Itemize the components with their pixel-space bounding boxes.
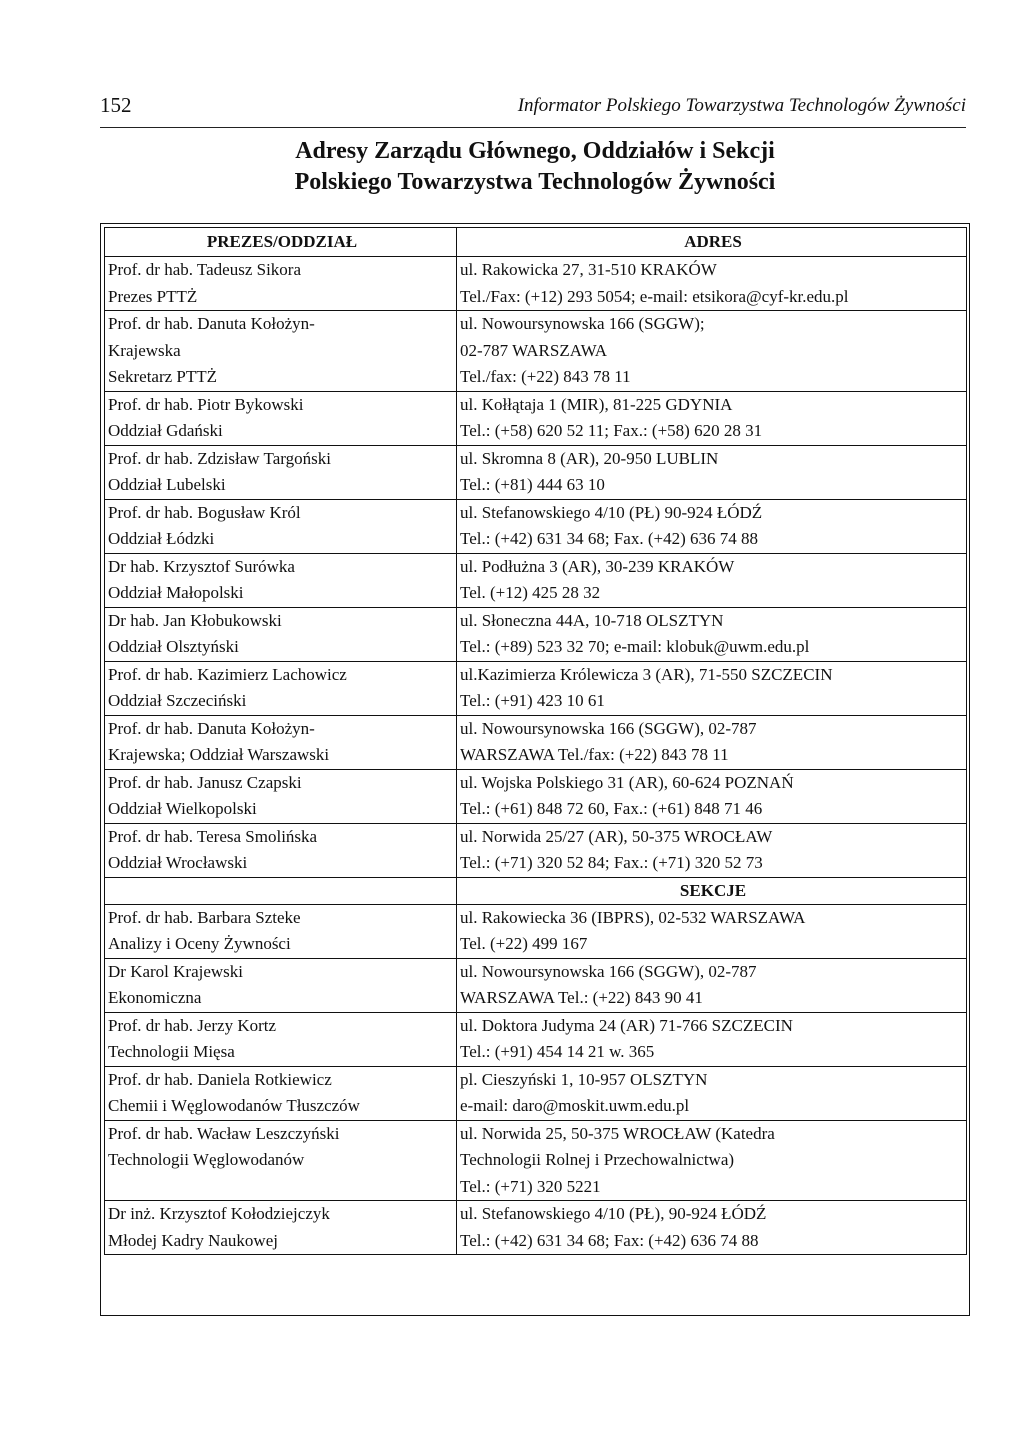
person-line: Krajewska (108, 340, 181, 360)
person-line: Ekonomiczna (108, 988, 202, 1007)
table-header-row (105, 228, 967, 257)
person-line: Prof. dr hab. Jerzy Kortz (108, 1015, 277, 1035)
address-line: ul.Kazimierza Królewicza 3 (AR), 71-550 SZCZECIN (460, 664, 833, 684)
person-line: Dr Karol Krajewski (108, 961, 244, 981)
person-line: Chemii i Węglowodanów Tłuszczów (108, 1096, 360, 1115)
address-line: e-mail: daro@moskit.uwm.edu.pl (460, 1096, 690, 1115)
address-line: ul. Skromna 8 (AR), 20-950 LUBLIN (460, 448, 719, 468)
person-line: Prof. dr hab. Piotr Bykowski (108, 394, 304, 414)
branch-rows (105, 257, 967, 878)
person-line: Prof. dr hab. Bogusław Król (108, 502, 301, 522)
sections-header-row (105, 877, 967, 904)
table-row (105, 823, 967, 877)
column-header-address: ADRES (457, 228, 967, 257)
table-row (105, 553, 967, 607)
address-cell (457, 661, 967, 715)
address-cell (457, 823, 967, 877)
address-cell (457, 553, 967, 607)
person-line: Prof. dr hab. Tadeusz Sikora (108, 260, 302, 279)
person-line: Prof. dr hab. Janusz Czapski (108, 772, 302, 792)
person-cell (105, 553, 457, 607)
person-line: Dr hab. Krzysztof Surówka (108, 556, 295, 576)
person-cell (105, 769, 457, 823)
address-cell (457, 1012, 967, 1066)
address-line: ul. Nowoursynowska 166 (SGGW), 02-787 (460, 961, 757, 981)
person-line: Dr inż. Krzysztof Kołodziejczyk (108, 1204, 330, 1223)
person-line: Oddział Olsztyński (108, 637, 239, 656)
address-cell (457, 1120, 967, 1201)
table-row (105, 445, 967, 499)
address-line: ul. Doktora Judyma 24 (AR) 71-766 SZCZECIN (460, 1015, 793, 1035)
person-line: Prezes PTTŻ (108, 286, 198, 306)
address-line: ul. Rakowicka 27, 31-510 KRAKÓW (460, 260, 717, 279)
running-head: Informator Polskiego Towarzystwa Technologów Żywności (517, 95, 966, 116)
address-cell (457, 1066, 967, 1120)
person-line: Technologii Mięsa (108, 1042, 235, 1061)
address-line: WARSZAWA Tel.: (+22) 843 90 41 (460, 988, 703, 1007)
column-header-president: PREZES/ODDZIAŁ (105, 228, 457, 257)
person-line: Młodej Kadry Naukowej (108, 1230, 278, 1250)
person-cell (105, 715, 457, 769)
person-line: Sekretarz PTTŻ (108, 367, 218, 386)
sections-header-blank (105, 877, 457, 904)
person-line: Prof. dr hab. Daniela Rotkiewicz (108, 1069, 332, 1089)
person-line: Prof. dr hab. Danuta Kołożyn- (108, 314, 315, 333)
person-line: Prof. dr hab. Kazimierz Lachowicz (108, 664, 347, 684)
table-row (105, 1201, 967, 1255)
address-cell (457, 311, 967, 392)
address-line: ul. Stefanowskiego 4/10 (PŁ), 90-924 ŁÓDŹ (460, 1204, 767, 1223)
person-line: Prof. dr hab. Barbara Szteke (108, 907, 301, 927)
person-cell (105, 823, 457, 877)
address-cell (457, 499, 967, 553)
address-line: Technologii Rolnej i Przechowalnictwa) (460, 1150, 735, 1169)
table-row (105, 1066, 967, 1120)
person-cell (105, 1012, 457, 1066)
address-line: ul. Słoneczna 44A, 10-718 OLSZTYN (460, 610, 724, 630)
address-cell (457, 769, 967, 823)
person-line: Oddział Gdański (108, 421, 223, 440)
table-row (105, 311, 967, 392)
address-line: WARSZAWA Tel./fax: (+22) 843 78 11 (460, 745, 729, 764)
person-line: Technologii Węglowodanów (108, 1150, 305, 1169)
table-row (105, 607, 967, 661)
person-line: Dr hab. Jan Kłobukowski (108, 610, 282, 630)
person-cell (105, 311, 457, 392)
address-line: Tel.: (+42) 631 34 68; Fax: (+42) 636 74 88 (460, 1230, 759, 1250)
address-line: ul. Nowoursynowska 166 (SGGW), 02-787 (460, 718, 757, 738)
table-row (105, 661, 967, 715)
person-line: Krajewska; Oddział Warszawski (108, 745, 330, 764)
table-row (105, 1012, 967, 1066)
address-cell (457, 958, 967, 1012)
person-cell (105, 1066, 457, 1120)
address-line: ul. Norwida 25/27 (AR), 50-375 WROCŁAW (460, 826, 773, 846)
address-line: Tel./Fax: (+12) 293 5054; e-mail: etsikora@cyf-kr.edu.pl (460, 286, 849, 306)
person-line: Oddział Szczeciński (108, 691, 247, 710)
address-line: Tel.: (+61) 848 72 60, Fax.: (+61) 848 71 46 (460, 799, 763, 818)
address-line: Tel.: (+58) 620 52 11; Fax.: (+58) 620 28 31 (460, 421, 763, 440)
person-line: Oddział Łódzki (108, 529, 215, 548)
page-number: 152 (100, 93, 132, 117)
table-row (105, 958, 967, 1012)
address-line: Tel./fax: (+22) 843 78 11 (460, 367, 631, 386)
person-cell (105, 445, 457, 499)
address-line: 02-787 WARSZAWA (460, 340, 608, 360)
table-row (105, 499, 967, 553)
address-line: Tel. (+22) 499 167 (460, 934, 588, 953)
table-row (105, 769, 967, 823)
address-line: Tel.: (+71) 320 52 84; Fax.: (+71) 320 52 73 (460, 853, 763, 872)
address-cell (457, 391, 967, 445)
address-line: Tel.: (+81) 444 63 10 (460, 475, 605, 494)
page-title (200, 136, 870, 198)
table-row (105, 1120, 967, 1201)
address-line: ul. Rakowiecka 36 (IBPRS), 02-532 WARSZAWA (460, 907, 806, 927)
table-row (105, 257, 967, 311)
address-line: pl. Cieszyński 1, 10-957 OLSZTYN (460, 1069, 708, 1089)
address-line: ul. Norwida 25, 50-375 WROCŁAW (Katedra (460, 1123, 775, 1143)
person-cell (105, 904, 457, 958)
address-line: ul. Kołłątaja 1 (MIR), 81-225 GDYNIA (460, 394, 733, 414)
person-cell (105, 1120, 457, 1201)
table-row (105, 904, 967, 958)
address-line: Tel.: (+89) 523 32 70; e-mail: klobuk@uwm.edu.pl (460, 637, 810, 656)
address-cell (457, 715, 967, 769)
address-line: Tel.: (+71) 320 5221 (460, 1176, 601, 1196)
person-cell (105, 958, 457, 1012)
address-line: Tel. (+12) 425 28 32 (460, 583, 601, 602)
person-cell (105, 661, 457, 715)
person-line: Analizy i Oceny Żywności (108, 934, 291, 953)
title-line-2: Polskiego Towarzystwa Technologów Żywności (294, 169, 776, 195)
section-rows (105, 904, 967, 1255)
address-cell (457, 257, 967, 311)
address-line: Tel.: (+91) 454 14 21 w. 365 (460, 1042, 655, 1061)
address-cell (457, 445, 967, 499)
person-line: Oddział Wrocławski (108, 853, 248, 872)
person-line: Prof. dr hab. Zdzisław Targoński (108, 448, 331, 468)
address-table (104, 227, 967, 1255)
address-line: Tel.: (+42) 631 34 68; Fax. (+42) 636 74 88 (460, 529, 758, 548)
person-line: Oddział Małopolski (108, 583, 244, 602)
title-line-1: Adresy Zarządu Głównego, Oddziałów i Sekcji (295, 138, 775, 164)
page-header (100, 93, 966, 128)
sections-header: SEKCJE (457, 877, 967, 904)
person-cell (105, 499, 457, 553)
table-row (105, 391, 967, 445)
address-line: ul. Wojska Polskiego 31 (AR), 60-624 POZNAŃ (460, 772, 794, 792)
address-cell (457, 904, 967, 958)
person-line: Prof. dr hab. Danuta Kołożyn- (108, 718, 315, 738)
address-cell (457, 607, 967, 661)
address-line: ul. Stefanowskiego 4/10 (PŁ) 90-924 ŁÓDŹ (460, 502, 763, 522)
person-line: Prof. dr hab. Teresa Smolińska (108, 826, 318, 846)
person-cell (105, 607, 457, 661)
address-line: ul. Nowoursynowska 166 (SGGW); (460, 314, 705, 333)
person-line: Oddział Lubelski (108, 475, 226, 494)
person-cell (105, 391, 457, 445)
address-line: ul. Podłużna 3 (AR), 30-239 KRAKÓW (460, 556, 735, 576)
person-cell (105, 1201, 457, 1255)
address-cell (457, 1201, 967, 1255)
address-line: Tel.: (+91) 423 10 61 (460, 691, 605, 710)
person-line: Prof. dr hab. Wacław Leszczyński (108, 1123, 340, 1143)
person-cell (105, 257, 457, 311)
person-line: Oddział Wielkopolski (108, 799, 257, 818)
table-row (105, 715, 967, 769)
